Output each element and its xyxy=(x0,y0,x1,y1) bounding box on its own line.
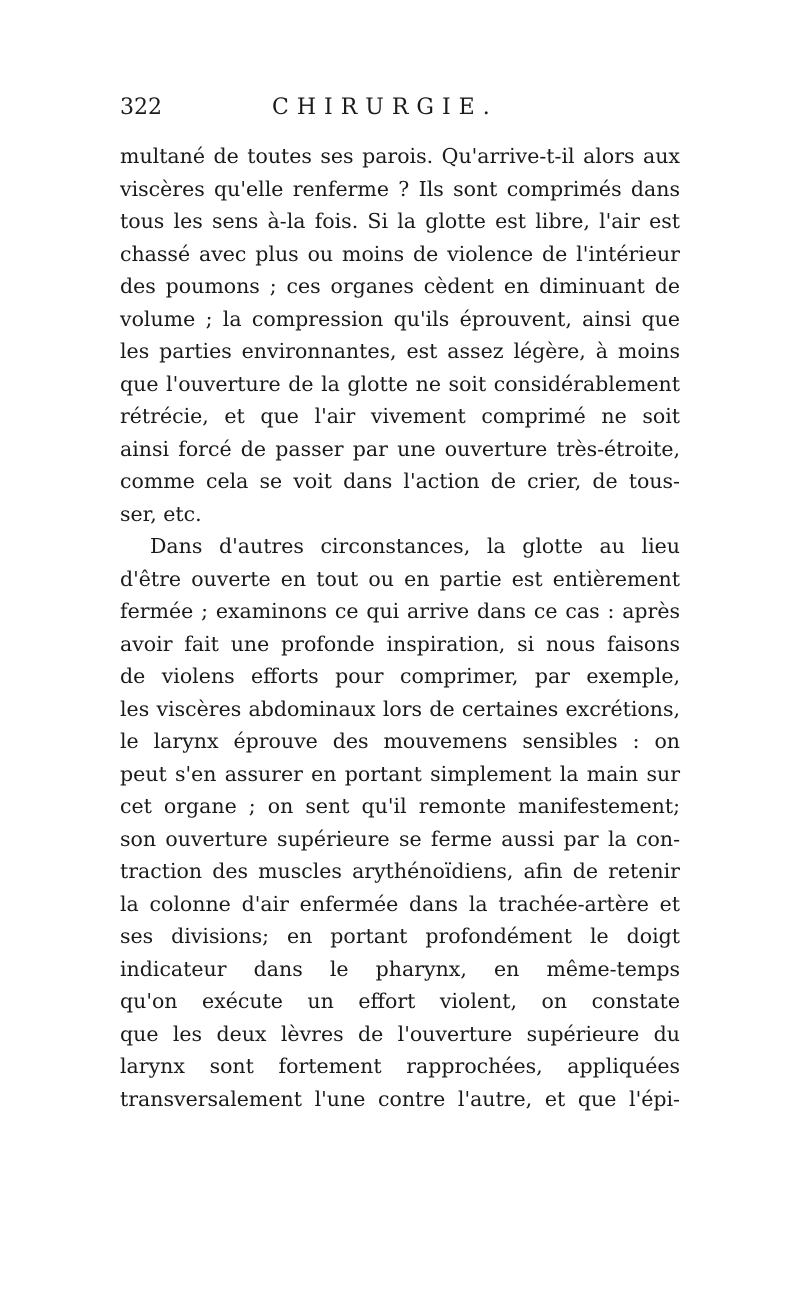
text-line: avoir fait une profonde inspiration, si nous faisons xyxy=(120,631,680,656)
text-line: multané de toutes ses parois. Qu'arrive-t-il alors aux xyxy=(120,144,680,168)
text-line: larynx sont fortement rapprochées, appliquées xyxy=(120,1054,680,1078)
text-line: de violens efforts pour comprimer, par exemple, xyxy=(120,664,680,688)
page-number: 322 xyxy=(120,95,162,120)
text-line: que l'ouverture de la glotte ne soit considérablement xyxy=(120,371,680,396)
text-line: fermée ; examinons ce qui arrive dans ce cas : après xyxy=(120,599,680,623)
text-line: ainsi forcé de passer par une ouverture très-étroite, xyxy=(120,436,680,461)
text-line: les viscères abdominaux lors de certaines excrétions, xyxy=(120,696,680,721)
text-line: les parties environnantes, est assez légère, à moins xyxy=(120,339,680,363)
text-line: que les deux lèvres de l'ouverture supérieure du xyxy=(120,1021,680,1046)
text-line: la colonne d'air enfermée dans la trachée-artère et xyxy=(120,891,680,916)
text-line: son ouverture supérieure se ferme aussi par la con- xyxy=(120,826,680,851)
text-line: qu'on exécute un effort violent, on constate xyxy=(120,989,680,1013)
text-line: ses divisions; en portant profondément le doigt xyxy=(120,924,680,948)
text-line: cet organe ; on sent qu'il remonte manifestement; xyxy=(120,794,680,818)
text-line: chassé avec plus ou moins de violence de l'intérieur xyxy=(120,241,680,266)
running-head xyxy=(120,95,680,135)
text-line: rétrécie, et que l'air vivement comprimé ne soit xyxy=(120,404,680,428)
text-line: tous les sens à-la fois. Si la glotte est libre, l'air est xyxy=(120,209,680,233)
paragraph-2 xyxy=(120,530,680,1115)
running-title: CHIRURGIE. xyxy=(272,95,498,120)
text-line: indicateur dans le pharynx, en même-temps xyxy=(120,956,680,981)
text-line: transversalement l'une contre l'autre, et que l'épi- xyxy=(120,1086,680,1111)
text-line: d'être ouverte en tout ou en partie est entièrement xyxy=(120,566,680,591)
paragraph-1 xyxy=(120,140,680,530)
text-line: le larynx éprouve des mouvemens sensibles : on xyxy=(120,729,680,753)
text-line: viscères qu'elle renferme ? Ils sont comprimés dans xyxy=(120,176,680,201)
text-line: traction des muscles arythénoïdiens, afin de retenir xyxy=(120,859,680,883)
text-line: comme cela se voit dans l'action de crier, de tous- xyxy=(120,469,680,493)
text-line: Dans d'autres circonstances, la glotte au lieu xyxy=(150,534,680,558)
text-line: ser, etc. xyxy=(120,501,202,526)
text-line: volume ; la compression qu'ils éprouvent, ainsi que xyxy=(120,306,680,331)
text-line: peut s'en assurer en portant simplement la main sur xyxy=(120,761,680,786)
text-line: des poumons ; ces organes cèdent en diminuant de xyxy=(120,274,680,298)
body-text xyxy=(120,140,680,1115)
